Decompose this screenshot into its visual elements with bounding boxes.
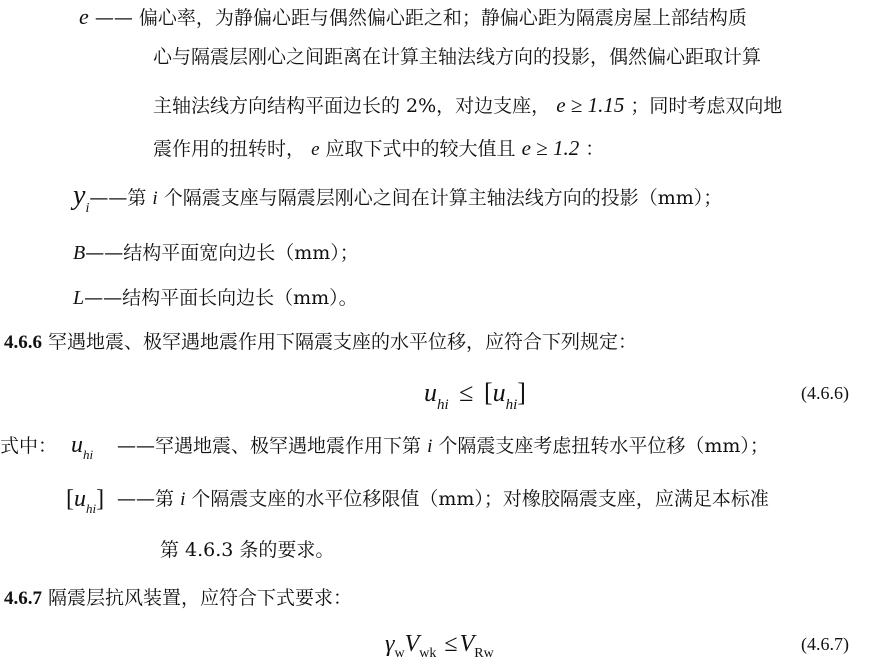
where-label: 式中： xyxy=(0,435,58,457)
clause-text: 隔震层抗风装置，应符合下式要求： xyxy=(48,587,353,609)
dash: —— xyxy=(94,7,133,29)
symbol-e-inline: e xyxy=(311,139,320,160)
equation-number-4-6-7: (4.6.7) xyxy=(801,634,849,654)
definition-e-line2: 心与隔震层刚心之间距离在计算主轴法线方向的投影，偶然偏心距取计算 xyxy=(153,46,762,68)
clause-number: 4.6.6 xyxy=(4,332,42,353)
definition-uhi-limit: ——第 i 个隔震支座的水平位移限值（mm）；对橡胶隔震支座，应满足本标准 xyxy=(117,488,769,510)
definition-b: B——结构平面宽向边长（mm）； xyxy=(73,242,359,264)
definition-uhi: ——罕遇地震、极罕遇地震作用下第 i 个隔震支座考虑扭转水平位移（mm）； xyxy=(117,435,769,457)
condition-e-12: e ≥ 1.2 xyxy=(521,136,580,160)
definition-e-line4: 震作用的扭转时， e 应取下式中的较大值且 e ≥ 1.2 ： xyxy=(153,136,605,160)
symbol-l: L xyxy=(73,287,85,309)
equation-number-4-6-6: (4.6.6) xyxy=(801,383,849,403)
symbol-y-sub: i xyxy=(85,201,90,216)
clause-text: 罕遇地震、极罕遇地震作用下隔震支座的水平位移，应符合下列规定： xyxy=(48,331,638,353)
clause-4-6-6 xyxy=(4,331,637,354)
clause-number: 4.6.7 xyxy=(4,588,42,609)
definition-e-line3: 主轴法线方向结构平面边长的 2%，对边支座， e ≥ 1.15 ；同时考虑双向地 xyxy=(153,93,783,117)
definition-yi: $y_i——$第 i 个隔震支座与隔震层刚心之间在计算主轴法线方向的投影（mm）； xyxy=(73,180,723,216)
symbol-uhi-limit: $[u_{hi}]$ xyxy=(66,486,105,516)
clause-4-6-7 xyxy=(4,587,352,610)
definition-e xyxy=(79,6,747,29)
condition-e-115: e ≥ 1.15 xyxy=(556,93,625,117)
symbol-b: B xyxy=(73,242,86,264)
symbol-uhi: $u_{hi}$ xyxy=(71,432,94,462)
symbol-y: y xyxy=(73,180,86,211)
definition-l: L——结构平面长向边长（mm）。 xyxy=(73,287,358,309)
definition-uhi-limit-line2: 第 4.6.3 条的要求。 xyxy=(160,539,335,561)
definition-text: 偏心率，为静偏心距与偶然偏心距之和；静偏心距为隔震房屋上部结构质 xyxy=(138,7,747,29)
symbol-e: e xyxy=(79,4,89,29)
equation-4-6-6: $u_{hi} \le [u_{hi}]$ xyxy=(424,378,526,413)
equation-4-6-7: $\gamma_wV_{wk} \le V_{Rw}$ xyxy=(385,631,494,661)
